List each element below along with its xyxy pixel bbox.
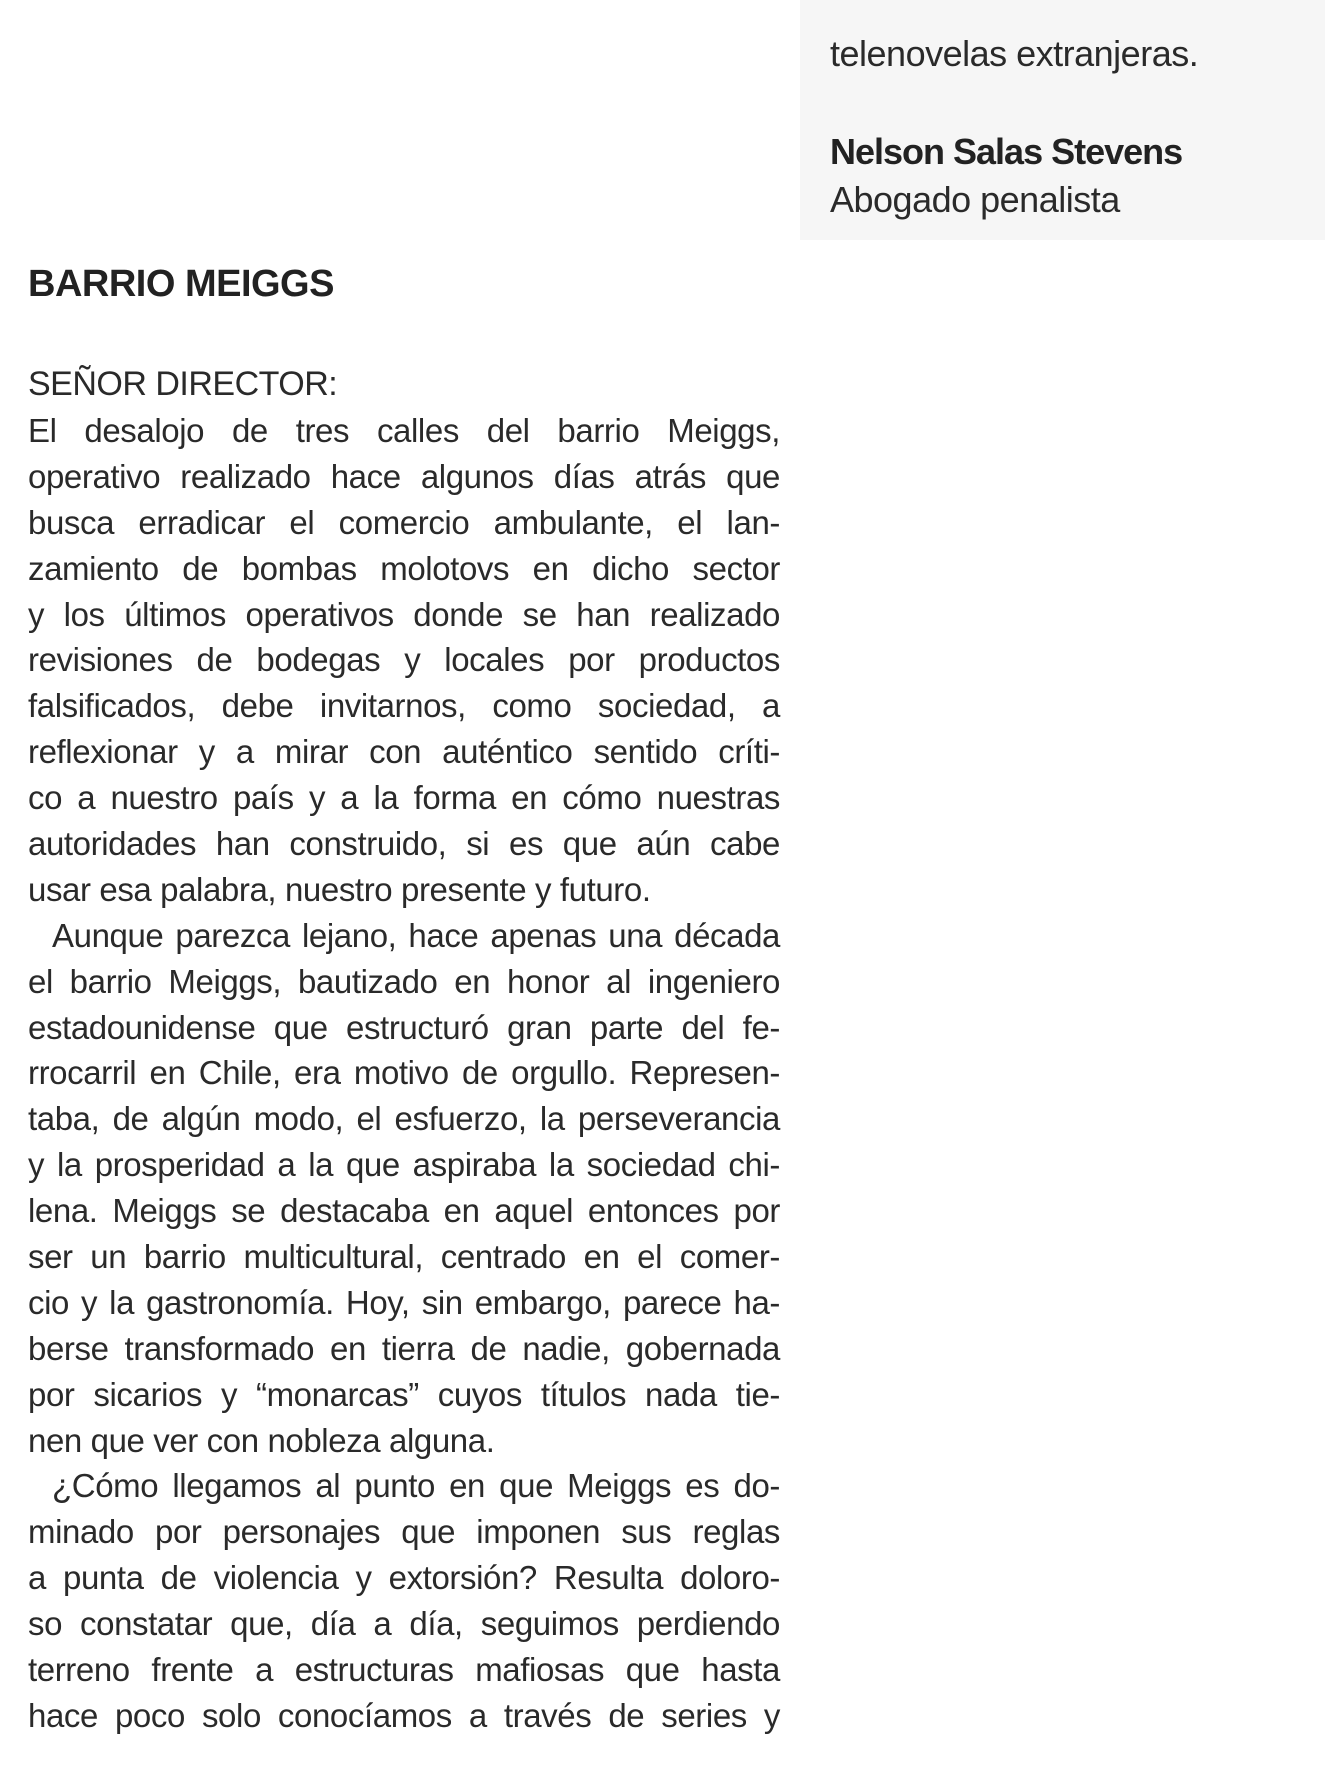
body-line: hace poco solo conocíamos a través de series y [28, 1696, 780, 1734]
body-line: taba, de algún modo, el esfuerzo, la perseverancia [28, 1100, 780, 1138]
body-line: so constatar que, día a día, seguimos perdiendo [28, 1605, 780, 1643]
body-line: por sicarios y “monarcas” cuyos títulos nada tie- [28, 1375, 780, 1413]
body-line: cio y la gastronomía. Hoy, sin embargo, parece ha- [28, 1283, 780, 1321]
letter-body [28, 408, 780, 1739]
body-line: y los últimos operativos donde se han realizado [28, 595, 780, 633]
body-line: busca erradicar el comercio ambulante, el lan- [28, 503, 780, 541]
body-line: el barrio Meiggs, bautizado en honor al ingeniero [28, 962, 780, 1000]
body-line: terreno frente a estructuras mafiosas que hasta [28, 1651, 780, 1689]
body-line: berse transformado en tierra de nadie, gobernada [28, 1329, 780, 1367]
letter-headline: BARRIO MEIGGS [28, 263, 334, 305]
previous-letter-author-name: Nelson Salas Stevens [830, 131, 1183, 172]
body-line: falsificados, debe invitarnos, como sociedad, a [28, 687, 780, 725]
body-line: El desalojo de tres calles del barrio Meiggs, [28, 412, 780, 449]
body-line: nen que ver con nobleza alguna. [28, 1421, 495, 1459]
body-line: usar esa palabra, nuestro presente y futuro. [28, 870, 651, 908]
body-line: co a nuestro país y a la forma en cómo nuestras [28, 779, 780, 817]
body-line: rrocarril en Chile, era motivo de orgullo. Represen- [28, 1054, 780, 1092]
body-line: lena. Meiggs se destacaba en aquel entonces por [28, 1192, 780, 1230]
body-line: ¿Cómo llegamos al punto en que Meiggs es do- [52, 1467, 780, 1505]
previous-letter-continuation: telenovelas extranjeras. [830, 33, 1199, 74]
body-line: a punta de violencia y extorsión? Resulta doloro- [28, 1559, 780, 1597]
letter-greeting: SEÑOR DIRECTOR: [28, 365, 338, 403]
body-line: operativo realizado hace algunos días atrás que [28, 457, 780, 495]
body-line: estadounidense que estructuró gran parte del fe- [28, 1008, 780, 1046]
body-line: Aunque parezca lejano, hace apenas una década [52, 916, 780, 954]
body-line: minado por personajes que imponen sus reglas [28, 1513, 780, 1551]
previous-letter-author-role: Abogado penalista [830, 179, 1120, 220]
body-line: revisiones de bodegas y locales por productos [28, 641, 780, 679]
body-line: reflexionar y a mirar con auténtico sentido críti- [28, 733, 780, 771]
body-line: ser un barrio multicultural, centrado en el comer- [28, 1238, 780, 1276]
body-line: y la prosperidad a la que aspiraba la sociedad chi- [28, 1146, 780, 1184]
body-line: autoridades han construido, si es que aún cabe [28, 825, 780, 863]
body-line: zamiento de bombas molotovs en dicho sector [28, 549, 780, 587]
